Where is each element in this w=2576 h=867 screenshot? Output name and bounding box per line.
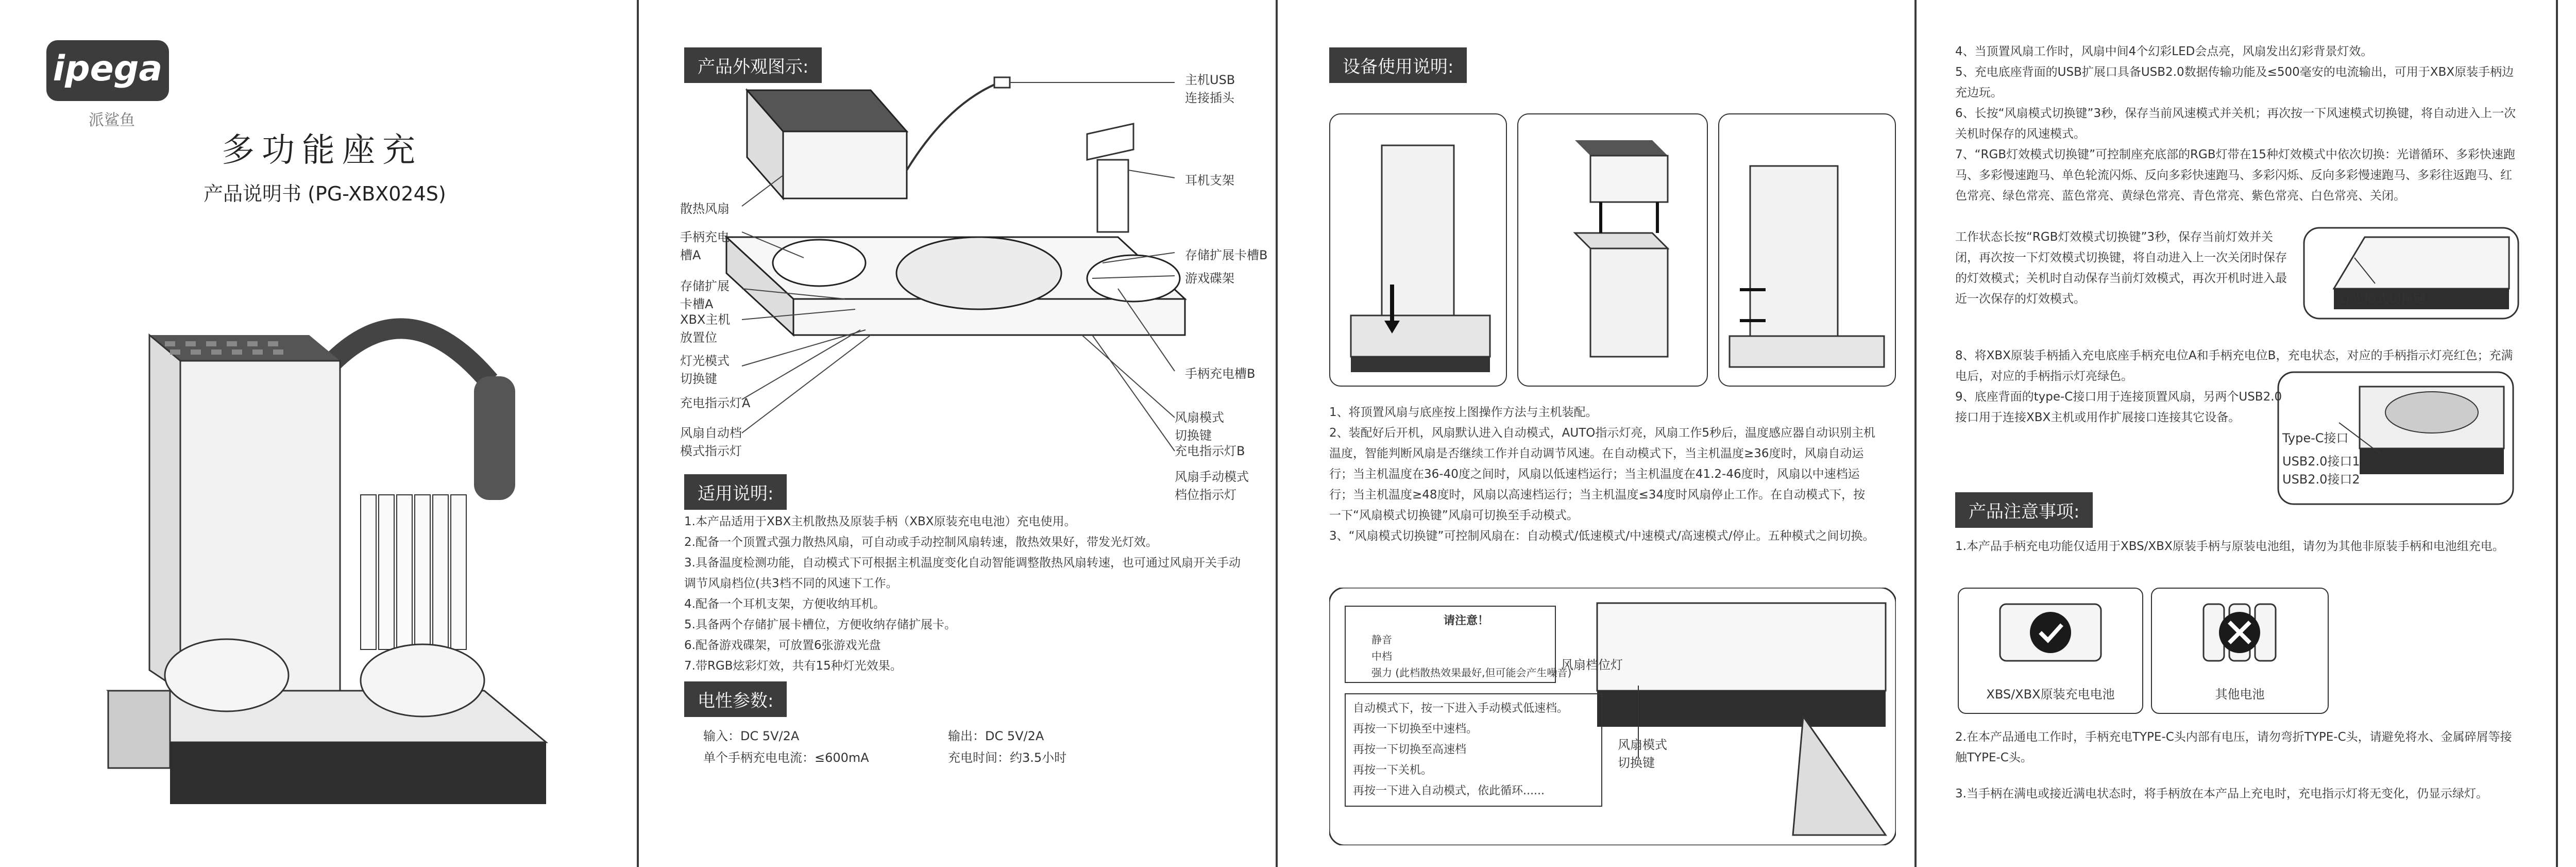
- label-fan: 散热风扇: [680, 202, 730, 216]
- label-fan-mode-key: 风扇模式 切换键: [1175, 410, 1224, 443]
- usage-item: 2.配备一个顶置式强力散热风扇，可自动或手动控制风扇转速，散热效果好，带发光灯效。: [684, 536, 1158, 549]
- label-fan-auto: 风扇自动档 模式指示灯: [680, 426, 742, 458]
- ok-battery-label: XBS/XBX原装充电电池: [1986, 687, 2115, 702]
- step-8: 8、将XBX原装手柄插入充电底座手柄充电位A和手柄充电位B，充电状态，对应的手柄指示灯亮红色；充满电后，对应的手柄指示灯亮绿色。: [1955, 349, 2513, 383]
- notes-panel: [1917, 0, 2558, 867]
- label-storage-a: 存储扩展 卡槽A: [680, 279, 730, 311]
- label-led-switch: 灯光模式 切换键: [680, 354, 730, 386]
- step-3: 3、“风扇模式切换键”可控制风扇在：自动模式/低速模式/中速模式/高速模式/停止。五种模式之间切换。: [1329, 529, 1875, 543]
- brand-cn: 派鲨鱼: [89, 111, 135, 129]
- label-charge-b: 充电指示灯B: [1175, 444, 1245, 458]
- usage-item: 5.具备两个存储扩展卡槽位，方便收纳存储扩展卡。: [684, 618, 956, 631]
- brand-logo: ipega: [46, 40, 169, 101]
- no-battery-label: 其他电池: [2215, 687, 2265, 702]
- device-usage-panel: [1278, 0, 1917, 867]
- manual-line: 再按一下切换至高速档: [1353, 743, 1467, 756]
- manual-line: 再按一下进入自动模式，依此循环......: [1353, 785, 1545, 797]
- usage-item: 6.配备游戏碟架，可放置6张游戏光盘: [684, 639, 881, 652]
- step-7-note: 工作状态长按“RGB灯效模式切换键”3秒，保存当前灯效并关闭，再次按一下灯效模式切换键，将自动进入上一次关闭时保存的灯效模式；关机时自动保存当前灯效模式，再次开机时进入最近一次保存的灯效模式。: [1955, 230, 2287, 306]
- label-xbx-base: XBX主机 放置位: [680, 312, 731, 345]
- electrical-current: 单个手柄充电电流：≤600mA: [703, 751, 869, 765]
- step-6: 6、长按“风扇模式切换键”3秒，保存当前风速模式并关机；再次按一下风速模式切换键，将自动进入上一次关机时保存的风速模式。: [1955, 107, 2516, 141]
- appearance-heading: 产品外观图示:: [684, 47, 822, 83]
- step-5: 5、充电底座背面的USB扩展口具备USB2.0数据传输功能及≤500毫安的电流输出，可用于XBX原装手柄边充边玩。: [1955, 65, 2514, 99]
- step-4: 4、当顶置风扇工作时，风扇中间4个幻彩LED会点亮，风扇发出幻彩背景灯效。: [1955, 45, 2373, 58]
- product-illustration-cover: [93, 247, 556, 840]
- led-switch-label: 灯光模式切换键: [2339, 292, 2426, 306]
- device-usage-heading: 设备使用说明:: [1329, 47, 1467, 83]
- manual-line: 再按一下切换至中速档。: [1353, 723, 1478, 736]
- label-disc-rack: 游戏碟架: [1185, 271, 1234, 286]
- electrical-input: 输入：DC 5V/2A: [703, 729, 800, 743]
- usage-item: 1.本产品适用于XBX主机散热及原装手柄（XBX原装充电电池）充电使用。: [684, 515, 1076, 528]
- electrical-heading: 电性参数:: [684, 681, 787, 717]
- assembly-step-1: [1329, 113, 1507, 387]
- fan-mode-key-label: 风扇模式 切换键: [1618, 738, 1667, 770]
- label-fan-manual: 风扇手动模式 档位指示灯: [1175, 470, 1249, 502]
- electrical-charge-time: 充电时间：约3.5小时: [948, 751, 1067, 765]
- port-usb1: USB2.0接口1: [2282, 454, 2360, 469]
- cover-title: 多功能座充: [222, 131, 422, 170]
- ok-battery-card: [1958, 588, 2143, 714]
- label-usb-port: 主机USB 连接插头: [1185, 73, 1235, 105]
- label-charge-a: 充电指示灯A: [680, 396, 751, 410]
- fan-level-lamp-label: 风扇档位灯: [1561, 658, 1623, 672]
- assembly-step-3: [1718, 113, 1896, 387]
- step-2: 2、装配好后开机，风扇默认进入自动模式，AUTO指示灯亮，风扇工作5秒后，温度感应器自动识别主机温度，智能判断风扇是否继续工作并自动调节风速。在自动模式下，当主机温度≥36度时，风扇自动运行；当主机温度在36-40度之间时，风扇以低速档运行；当主机温度在41.2-46度时，风扇以中速档运行；当主机温度≥48度时，风扇以高速档运行；当主机温度≤34度时风扇停止工作。在自动模式下，按一下“风扇模式切换键”风扇可切换至手动模式。: [1329, 426, 1875, 522]
- packing-panel: [2558, 0, 2576, 867]
- port-typec: Type-C接口: [2282, 431, 2349, 445]
- manual-line: 再按一下关机。: [1353, 764, 1433, 777]
- notice-line: 静音: [1371, 633, 1392, 646]
- cover-panel: [0, 0, 639, 867]
- usage-item: 3.具备温度检测功能，自动模式下可根据主机温度变化自动智能调整散热风扇转速，也可通过风扇开关手动调节风扇档位(共3档不同的风速下工作。: [684, 556, 1241, 590]
- electrical-output: 输出：DC 5V/2A: [948, 729, 1044, 743]
- label-handle-slot-b: 手柄充电槽B: [1185, 366, 1256, 381]
- port-usb2: USB2.0接口2: [2282, 472, 2360, 487]
- no-battery-card: [2151, 588, 2329, 714]
- usage-item: 7.带RGB炫彩灯效，共有15种灯光效果。: [684, 659, 902, 673]
- manual-mode-box: [1345, 693, 1602, 807]
- notice-line: 强力 (此档散热效果最好,但可能会产生噪音): [1371, 666, 1572, 679]
- step-1: 1、将顶置风扇与底座按上图操作方法与主机装配。: [1329, 406, 1598, 419]
- label-headphone-holder: 耳机支架: [1185, 173, 1234, 188]
- step-7: 7、“RGB灯效模式切换键”可控制座充底部的RGB灯带在15种灯效模式中依次切换：光谱循环、多彩快速跑马、多彩慢速跑马、单色轮流闪烁、反向多彩快速跑马、多彩闪烁、反向多彩慢速跑马、多彩往返跑马、红色常亮、绿色常亮、蓝色常亮、黄绿色常亮、青色常亮、紫色常亮、白色常亮、关闭。: [1955, 148, 2515, 203]
- appearance-panel: [639, 0, 1278, 867]
- notice-line: 中档: [1371, 650, 1392, 662]
- cover-subtitle: 产品说明书 (PG-XBX024S): [204, 182, 446, 205]
- precautions-heading: 产品注意事项:: [1955, 492, 2093, 528]
- notice-title: 请注意！: [1444, 614, 1489, 627]
- precaution-1: 1.本产品手柄充电功能仅适用于XBS/XBX原装手柄与原装电池组，请勿为其他非原装手柄和电池组充电。: [1955, 540, 2504, 553]
- step-9: 9、底座背面的type-C接口用于连接顶置风扇，另两个USB2.0接口用于连接XBX主机或用作扩展接口连接其它设备。: [1955, 390, 2282, 424]
- notice-box: [1345, 606, 1572, 683]
- usage-heading: 适用说明:: [684, 474, 787, 510]
- precaution-2: 2.在本产品通电工作时，手柄充电TYPE-C头内部有电压，请勿弯折TYPE-C头，请避免将水、金属碎屑等接触TYPE-C头。: [1955, 730, 2512, 764]
- manual-line: 自动模式下，按一下进入手动模式低速档。: [1353, 702, 1569, 715]
- label-storage-b: 存储扩展卡槽B: [1185, 248, 1268, 262]
- usage-item: 4.配备一个耳机支架，方便收纳耳机。: [684, 597, 885, 611]
- precaution-3: 3.当手柄在满电或接近满电状态时，将手柄放在本产品上充电时，充电指示灯将无变化，仍显示绿灯。: [1955, 787, 2488, 801]
- assembly-step-2: [1517, 113, 1708, 387]
- label-handle-slot-a: 手柄充电 槽A: [680, 230, 730, 262]
